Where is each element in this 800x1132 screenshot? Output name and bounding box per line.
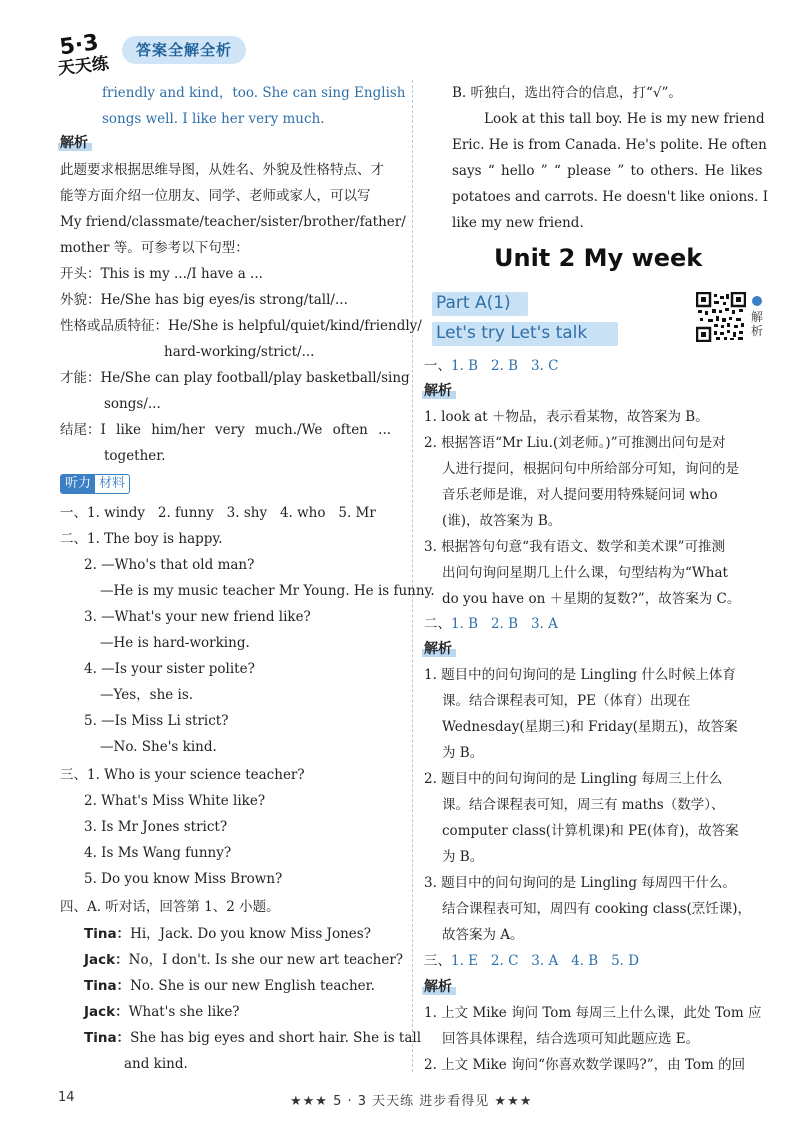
section-1-answers: 一、1. windy 2. funny 3. shy 4. who 5. Mr	[60, 505, 376, 521]
analysis-text: 1. 题目中的问句询问的是 Lingling 什么时候上体育	[424, 667, 736, 683]
analysis-text: 音乐老师是谁，对人提问要用特殊疑问词 who	[442, 487, 718, 503]
analysis-text: Wednesday(星期三)和 Friday(星期五)，故答案	[442, 719, 738, 735]
analysis-heading: 解析	[424, 641, 452, 657]
analysis-text: 为 B。	[442, 745, 484, 761]
play-icon	[752, 296, 762, 306]
header-title-pill: 答案全解全析	[122, 36, 246, 64]
analysis-text: 人进行提问，根据问句中所给部分可知，询问的是	[442, 461, 739, 477]
analysis-text: computer class(计算机课)和 PE(体育)，故答案	[442, 823, 739, 839]
section-2-item: —Yes，she is.	[100, 687, 194, 703]
section-2-answers: 二、1. B 2. B 3. A	[424, 616, 558, 632]
section-3-item: 2. What's Miss White like?	[84, 793, 266, 809]
analysis-text: (谁)，故答案为 B。	[442, 513, 562, 529]
analysis-text: hard-working/strict/...	[164, 344, 315, 360]
footer-slogan: ★★★ 5 · 3 天天练 进步看得见 ★★★	[290, 1094, 533, 1109]
section-2-item: —He is hard-working.	[100, 635, 250, 651]
analysis-text: 2. 题目中的问句询问的是 Lingling 每周三上什么	[424, 771, 723, 787]
svg-text:5·3: 5·3	[58, 30, 101, 61]
section-2-item: 2. —Who's that old man?	[84, 557, 255, 573]
section-2-item: 5. —Is Miss Li strict?	[84, 713, 229, 729]
unit-title: Unit 2 My week	[494, 244, 703, 272]
section-3-item: 三、1. Who is your science teacher?	[60, 767, 305, 783]
analysis-text: 1. look at ＋物品，表示看某物，故答案为 B。	[424, 409, 709, 425]
section-3-item: 4. Is Ms Wang funny?	[84, 845, 232, 861]
question-b-heading: B. 听独白，选出符合的信息，打“√”。	[452, 85, 682, 101]
analysis-heading: 解析	[424, 979, 452, 995]
monologue-line: Eric. He is from Canada. He's polite. He often	[452, 137, 767, 153]
monologue-line: says “ hello ” “ please ” to others. He likes	[452, 163, 763, 179]
analysis-text: 3. 根据答句句意“我有语文、数学和美术课”可推测	[424, 539, 725, 555]
analysis-text: 1. 上文 Mike 询问 Tom 每周三上什么课，此处 Tom 应	[424, 1005, 762, 1021]
dialogue-line: Jack：No，I don't. Is she our new art teacher?	[84, 952, 404, 968]
section-1-answers: 一、1. B 2. B 3. C	[424, 358, 559, 374]
dialogue-line: Tina：She has big eyes and short hair. She is tall	[84, 1030, 422, 1046]
analysis-text: 出问句询问星期几上什么课，句型结构为“What	[442, 565, 728, 581]
qr-analysis-label: 解析	[750, 310, 763, 338]
analysis-text: 才能：He/She can play football/play basketball/sing	[60, 370, 410, 386]
answer-text-line: songs well. I like her very much.	[102, 111, 325, 127]
analysis-text: 性格或品质特征：He/She is helpful/quiet/kind/friendly/	[60, 318, 422, 334]
analysis-heading: 解析	[424, 383, 452, 399]
analysis-text: 课。结合课程表可知，周三有 maths（数学）、	[442, 797, 725, 813]
monologue-line: like my new friend.	[452, 215, 584, 231]
dialogue-line: Jack：What's she like?	[84, 1004, 240, 1020]
qr-code[interactable]	[696, 292, 746, 342]
analysis-text: 结尾：I like him/her very much./We often ...	[60, 422, 392, 438]
analysis-heading: 解析	[60, 135, 88, 151]
brand-logo	[58, 28, 114, 76]
section-2-item: 4. —Is your sister polite?	[84, 661, 255, 677]
dialogue-line: and kind.	[124, 1056, 188, 1072]
analysis-text: together.	[104, 448, 166, 464]
section-2-item: 3. —What's your new friend like?	[84, 609, 311, 625]
monologue-line: potatoes and carrots. He doesn't like onions. I	[452, 189, 769, 205]
analysis-text: songs/...	[104, 396, 161, 412]
column-divider	[412, 80, 413, 1072]
analysis-text: My friend/classmate/teacher/sister/brother/father/	[60, 214, 406, 230]
listening-material-label: 听力 材料	[60, 474, 130, 498]
analysis-text: 2. 根据答语“Mr Liu.(刘老师。)”可推测出问句是对	[424, 435, 726, 451]
analysis-text: 此题要求根据思维导图，从姓名、外貌及性格特点、才	[60, 162, 384, 178]
analysis-text: 3. 题目中的问句询问的是 Lingling 每周四干什么。	[424, 875, 736, 891]
analysis-text: 外貌：He/She has big eyes/is strong/tall/...	[60, 292, 348, 308]
analysis-text: 结合课程表可知，周四有 cooking class(烹饪课)，	[442, 901, 752, 917]
analysis-text: 回答具体课程，结合选项可知此题应选 E。	[442, 1031, 700, 1047]
section-3-answers: 三、1. E 2. C 3. A 4. B 5. D	[424, 953, 640, 969]
analysis-text: 2. 上文 Mike 询问“你喜欢数学课吗?”，由 Tom 的回	[424, 1057, 746, 1073]
svg-text:天天练: 天天练	[58, 53, 110, 76]
section-2-item: 二、1. The boy is happy.	[60, 531, 223, 547]
lesson-label: Let's try Let's talk	[436, 323, 588, 343]
section-3-item: 5. Do you know Miss Brown?	[84, 871, 283, 887]
analysis-text: 开头：This is my .../I have a ...	[60, 266, 263, 282]
answer-text-line: friendly and kind，too. She can sing English	[102, 85, 406, 101]
analysis-text: mother 等。可参考以下句型：	[60, 240, 249, 256]
dialogue-line: Tina：Hi，Jack. Do you know Miss Jones?	[84, 926, 371, 942]
monologue-line: Look at this tall boy. He is my new friend	[484, 111, 765, 127]
section-2-item: —He is my music teacher Mr Young. He is funny.	[100, 583, 435, 599]
analysis-text: do you have on ＋星期的复数?”，故答案为 C。	[442, 591, 741, 607]
section-3-item: 3. Is Mr Jones strict?	[84, 819, 228, 835]
analysis-text: 课。结合课程表可知，PE（体育）出现在	[442, 693, 691, 709]
dialogue-line: Tina：No. She is our new English teacher.	[84, 978, 375, 994]
analysis-text: 为 B。	[442, 849, 484, 865]
page-number: 14	[58, 1090, 75, 1105]
section-2-item: —No. She's kind.	[100, 739, 217, 755]
analysis-text: 能等方面介绍一位朋友、同学、老师或家人，可以写	[60, 188, 371, 204]
part-label: Part A(1)	[436, 293, 511, 313]
section-4-heading: 四、A. 听对话，回答第 1、2 小题。	[60, 899, 280, 915]
analysis-text: 故答案为 A。	[442, 927, 524, 943]
